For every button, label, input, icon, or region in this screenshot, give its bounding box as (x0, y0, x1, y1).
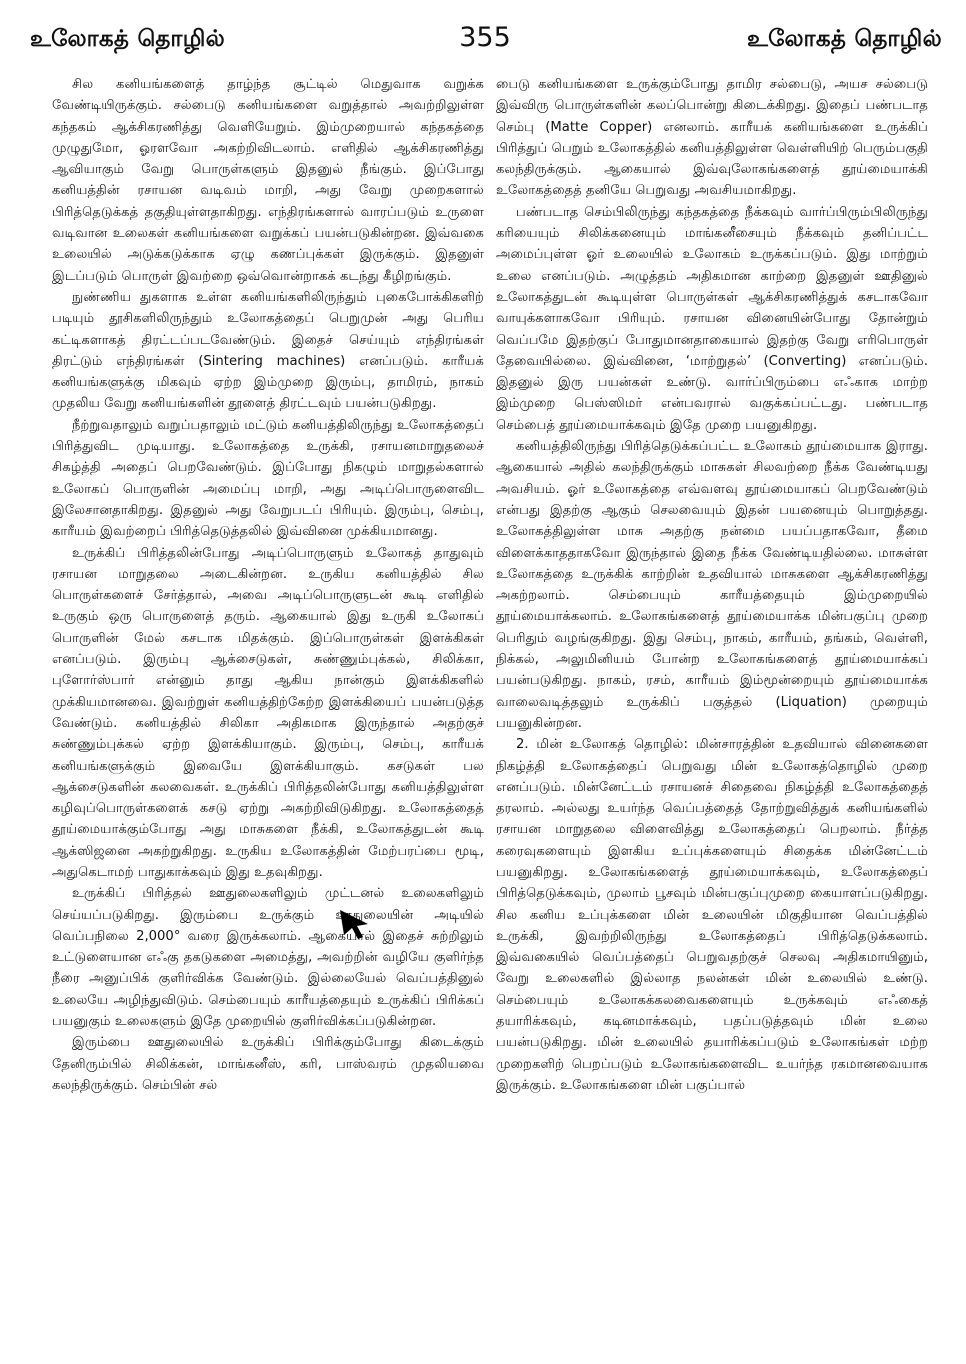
paragraph: 2. மின் உலோகத் தொழில்: மின்சாரத்தின் உதவியால் வினைகளை நிகழ்த்தி உலோகத்தைப் பெறுவது மின் உலோகத்தொழில் முறை எனப்படும். மின்னேட்டம் ரசாயனச் சிதைவை நிகழ்த்தி உலோகத்தைத் தரலாம். அல்லது உயர்ந்த வெப்பத்தைத் தோற்றுவித்துக் கனியங்களில் ரசாயன மாறுதலை விளைவித்து உலோகத்தைப் பெறலாம். நீர்த்த கரைவுகளையும் இளகிய உப்புக்களையும் சிதைக்க மின்னேட்டம் பயனுகிறது. உலோகங்களைத் தூய்மையாக்கவும், உலோகத்தைப் பிரித்தெடுக்கவும், முலாம் பூசவும் மின்பகுப்புமுறை கையாளப்படுகிறது. சில கனிய உப்புக்களை மின் உலையின் மிகுதியான வெப்பத்தில் உருக்கி, இவற்றிலிருந்து உலோகத்தைப் பிரித்தெடுக்கலாம். இவ்வகையில் வெப்பத்தைப் பெறுவதற்குச் செலவு அதிகமாயினும், வேறு உலைகளில் இல்லாத நலன்கள் மின் உலையில் உண்டு. செம்பையும் உலோகக்கலவைகளையும் உருக்கவும் எஃகைத் தயாரிக்கவும், கடினமாக்கவும், பதப்படுத்தவும் மின் உலை பயன்படுகிறது. மின் உலையில் தயாரிக்கப்படும் உலோகங்கள் மற்ற முறைகளிற் பெறப்படும் உலோகங்களைவிட உயர்ந்த ரகமானவையாக இருக்கும். உலோகங்களை மின் பகுப்பால் (496, 737, 928, 1093)
running-head-left: உலோகத் தொழில் (30, 26, 226, 52)
mouse-cursor-icon (338, 906, 372, 940)
paragraph: நுண்ணிய துகளாக உள்ள கனியங்களிலிருந்தும் புகைபோக்கிகளிற் படியும் தூசிகளிலிருந்தும் உலோகத்தைப் பெறுமுன் அது பெரிய கட்டிகளாகத் திரட்டப்படவேண்டும். இதைச் செய்யும் எந்திரங்கள் திரட்டும் எந்திரங்கள் (Sintering machines) எனப்படும். காரீயக் கனியங்களுக்கு மிகவும் ஏற்ற இம்முறை இரும்பு, தாமிரம், நாகம் முதலிய வேறு கனியங்களின் தூளைத் திரட்டவும் பயன்படுகிறது. (52, 289, 484, 412)
paragraph: பண்படாத செம்பிலிருந்து கந்தகத்தை நீக்கவும் வார்ப்பிரும்பிலிருந்து கரியையும் சிலிக்கனையும் மாங்கனீசையும் நீக்கவும் தனிப்பட்ட அமைப்புள்ள ஓர் உலையில் உலோகம் உருக்கப்படும். இது மாற்றும் உலை எனப்படும். அழுத்தம் அதிகமான காற்றை இதனுள் ஊதினுல் உலோகத்துடன் கூடியுள்ள பொருள்கள் ஆக்சிகரணித்துக் கசடாகவோ வாயுக்களாகவோ பிரியும். ரசாயன வினையின்போது தோன்றும் வெப்பமே இதற்குப் போதுமானதாகையால் இதற்கு வேறு எரிபொருள் தேவையில்லை. இவ்வினை, ‘மாற்றுதல்’ (Converting) எனப்படும். இதனுல் இரு பயன்கள் உண்டு. வார்ப்பிரும்பை எஃகாக மாற்ற இம்முறை பெஸ்ஸிமர் என்பவரால் வகுக்கப்பட்டது. பண்படாத செம்பைத் தூய்மையாக்கவும் இதே முறை பயனுகிறது. (496, 204, 928, 433)
right-column (496, 74, 928, 1356)
left-column (52, 74, 484, 1356)
paragraph: உருக்கிப் பிரித்தல் ஊதுலைகளிலும் முட்டனல் உலைகளிலும் செய்யப்படுகிறது. இரும்பை உருக்கும் ஊதுலையின் அடியில் வெப்பநிலை 2,000° வரை இருக்கலாம். ஆகையால் இதைச் சுற்றிலும் உட்டுளையான எஃகு தகடுகளை அமைத்து, அவற்றின் வழியே குளிர்ந்த நீரை அனுப்பிக் குளிர்விக்க வேண்டும். இல்லையேல் வெப்பத்தினுல் உலையே அழிந்துவிடும். செம்பையும் காரீயத்தையும் உருக்கிப் பிரிக்கப் பயனுகும் உலைகளும் இதே முறையில் குளிர்விக்கப்படுகின்றன. (52, 886, 484, 1030)
paragraph: இரும்பை ஊதுலையில் உருக்கிப் பிரிக்கும்போது கிடைக்கும் தேனிரும்பில் சிலிக்கன், மாங்கனீஸ், கரி, பாஸ்வரம் முதலியவை கலந்திருக்கும். செம்பின் சல் (52, 1035, 484, 1093)
paragraph: சில கனியங்களைத் தாழ்ந்த சூட்டில் மெதுவாக வறுக்க வேண்டியிருக்கும். சல்பைடு கனியங்களை வறுத்தால் அவற்றிலுள்ள கந்தகம் ஆக்சிகரணித்து வெளியேறும். இம்முறையால் கந்தகத்தை முழுதுமோ, ஓரளவோ அகற்றிவிடலாம். எளிதில் ஆக்சிகரணித்து ஆவியாகும் வேறு பொருள்களும் இதனுல் நீங்கும். இப்போது கனியத்தின் ரசாயன வடிவம் மாறி, அது வேறு முறைகளால் பிரித்தெடுக்கத் தகுதியுள்ளதாகிறது. எந்திரங்களால் வாரப்படும் உருளை வடிவான உலைகள் கனியங்களை வறுக்கப் பயன்படுகின்றன. இவ்வகை உலையில் அடுக்கடுக்காக ஏழு கணப்புக்கள் இருக்கும். இதனுள் இடப்படும் பொருள் இவற்றை ஒவ்வொன்றாகக் கடந்து கீழிறங்கும். (52, 77, 484, 284)
paragraph: நீற்றுவதாலும் வறுப்பதாலும் மட்டும் கனியத்திலிருந்து உலோகத்தைப் பிரித்துவிட முடியாது. உலோகத்தை உருக்கி, ரசாயனமாறுதலைச் சிகழ்த்தி அதைப் பெறவேண்டும். இப்போது நிகழும் மாறுதல்களால் உலோகப் பொருளின் அமைப்பு மாறி, அது அடிப்பொருளைவிட இலேசானதாகிறது. இதனுல் அது வேறுபடப் பிரியும். இரும்பு, செம்பு, காரீயம் இவற்றைப் பிரித்தெடுத்தலில் இவ்வினை முக்கியமானது. (52, 417, 484, 540)
page-number: 355 (459, 22, 511, 53)
running-head-right: உலோகத் தொழில் (746, 26, 942, 52)
paragraph: கனியத்திலிருந்து பிரித்தெடுக்கப்பட்ட உலோகம் தூய்மையாக இராது. ஆகையால் அதில் கலந்திருக்கும் மாசுகள் சிலவற்றை நீக்க வேண்டியது அவசியம். ஓர் உலோகத்தை எவ்வளவு தூய்மையாகப் பெறவேண்டும் என்பது இதற்கு ஆகும் செலவையும் இதன் பயனையும் பொறுத்தது. உலோகத்திலுள்ள மாசு அதற்கு நன்மை பயப்பதாகவோ, தீமை விளைக்காததாகவோ இருந்தால் இதை நீக்க வேண்டியதில்லை. மாசுள்ள உலோகத்தை உருக்கிக் காற்றின் உதவியால் மாசுகளை ஆக்சிகரணித்து அகற்றலாம். செம்பையும் காரீயத்தையும் இம்முறையில் தூய்மையாக்கலாம். உலோகங்களைத் தூய்மையாக்க மின்பகுப்பு முறை பெரிதும் வழங்குகிறது. இது செம்பு, நாகம், காரீயம், தங்கம், வெள்ளி, நிக்கல், அலுமினியம் போன்ற உலோகங்களைத் தூய்மையாக்கப் பயன்படுகிறது. நாகம், ரசம், காரீயம் இம்மூன்றையும் தூய்மையாக்க வாலைவடித்தலும் உருக்கிப் பகுத்தல் (Liquation) முறையும் பயனுகின்றன. (496, 439, 928, 731)
paragraph: உருக்கிப் பிரித்தலின்போது அடிப்பொருளும் உலோகத் தாதுவும் ரசாயன மாறுதலை அடைகின்றன. உருகிய கனியத்தில் சில பொருள்களைச் சேர்த்தால், அவை அடிப்பொருளுடன் கூடி எளிதில் உருகும் ஒரு பொருளைத் தரும். ஆகையால் இது உருகி உலோகப் பொருளின் மேல் கசடாக மிதக்கும். இப்பொருள்கள் இளக்கிகள் எனப்படும். இரும்பு ஆக்சைடுகள், சுண்ணும்புக்கல், சிலிக்கா, புளோர்ஸ்பார் என்னும் தாது ஆகிய நான்கும் இளக்கிகளில் முக்கியமானவை. இவற்றுள் கனியத்திற்கேற்ற இளக்கியைப் பயன்படுத்த வேண்டும். கனியத்தில் சிலிகா அதிகமாக இருந்தால் அதற்குச் சுண்ணும்புக்கல் ஏற்ற இளக்கியாகும். இரும்பு, செம்பு, காரீயக் கனியங்களுக்கும் இவையே இளக்கியாகும். கசடுகள் பல ஆக்சைடுகளின் கலவைகள். உருக்கிப் பிரித்தலின்போது கனியத்திலுள்ள கழிவுப்பொருள்களைக் கசடு ஏற்று அகற்றிவிடுகிறது. உலோகத்தைத் தூய்மையாக்கும்போது அது மாசுகளை நீக்கி, உலோகத்துடன் கூடி ஆக்ஸிஜனை அகற்றுகிறது. உருகிய உலோகத்தின் மேற்பரப்பை மூடி, அதுகெடாமற் பாதுகாக்கவும் இது உதவுகிறது. (52, 545, 484, 880)
paragraph: பைடு கனியங்களை உருக்கும்போது தாமிர சல்பைடு, அயச சல்பைடு இவ்விரு பொருள்களின் கலப்பொன்று கிடைக்கிறது. இதைப் பண்படாத செம்பு (Matte Copper) எனலாம். காரீயக் கனியங்களை உருக்கிப் பிரித்துப் பெறும் உலோகத்தில் கனியத்திலுள்ள வெள்ளியிற் பெரும்பகுதி கலந்திருக்கும். ஆகையால் இவ்வுலோகங்களைத் தூய்மையாக்கி உலோகத்தைத் தனியே பெறுவது அவசியமாகிறது. (496, 77, 928, 199)
page-header (0, 0, 966, 70)
